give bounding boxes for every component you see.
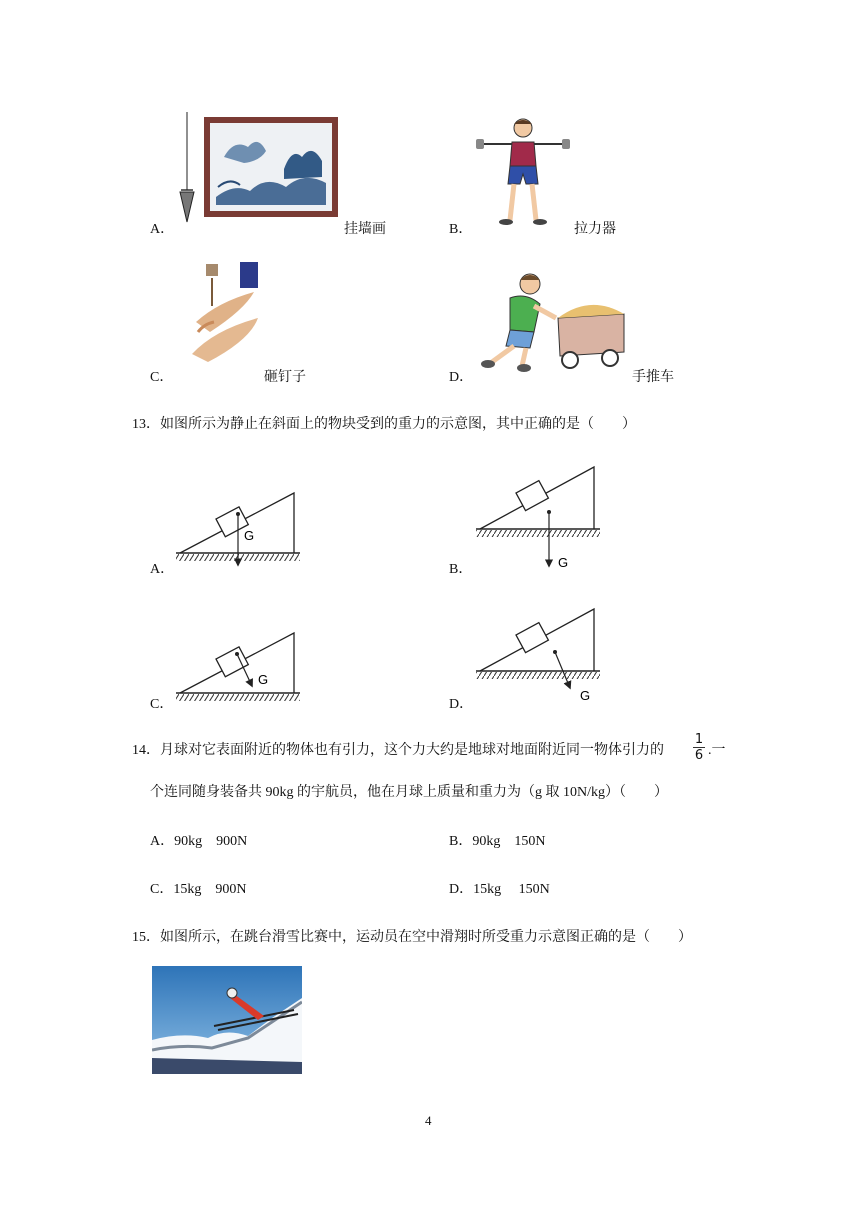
fraction-one-sixth	[693, 733, 705, 762]
hammer-nail-picture	[188, 262, 264, 366]
force-label-g: G	[558, 555, 569, 570]
plumb-bob-picture	[176, 112, 198, 228]
option-caption-hammering-nail: 砸钉子	[264, 370, 306, 385]
option-label-d: D．	[449, 370, 474, 385]
incline-diagram-d	[474, 604, 604, 708]
option-label-a: A．	[150, 222, 175, 237]
incline-diagram-b	[474, 462, 604, 574]
question-15-text: 15．如图所示，在跳台滑雪比赛中，运动员在空中滑翔时所受重力示意图正确的是（ ）	[132, 930, 692, 945]
option-d-text: D．15kg 150N	[449, 882, 550, 897]
fraction-numerator: 1	[694, 732, 704, 747]
option-label-b: B．	[449, 222, 473, 237]
fraction-denominator: 6	[694, 748, 704, 763]
option-label-d: D．	[449, 697, 474, 712]
option-label-b: B．	[449, 562, 473, 577]
incline-diagram-c	[174, 630, 304, 706]
option-c-text: C．15kg 900N	[150, 882, 247, 897]
ski-jumper-photo	[152, 966, 302, 1074]
force-label-g: G	[244, 528, 255, 543]
option-label-a: A．	[150, 562, 175, 577]
force-label-g: G	[580, 688, 591, 703]
question-14-text-line1-end: .一	[708, 743, 726, 758]
chest-expander-man-picture	[474, 114, 572, 228]
wall-painting-picture	[204, 117, 338, 217]
force-label-g: G	[258, 672, 269, 687]
question-14-text-line1: 14．月球对它表面附近的物体也有引力，这个力大约是地球对地面附近同一物体引力的	[132, 743, 664, 758]
page-number: 4	[425, 1113, 432, 1128]
option-a-text: A．90kg 900N	[150, 834, 248, 849]
boy-pushing-cart-picture	[474, 266, 630, 374]
question-14-text-line2: 个连同随身装备共 90kg 的宇航员，他在月球上质量和重力为（g 取 10N/kg）（ ）	[150, 785, 668, 800]
question-13-text: 13．如图所示为静止在斜面上的物块受到的重力的示意图，其中正确的是（ ）	[132, 417, 636, 432]
option-label-c: C．	[150, 697, 174, 712]
option-caption-chest-expander: 拉力器	[574, 222, 616, 237]
incline-diagram-a	[174, 490, 304, 570]
option-label-c: C．	[150, 370, 174, 385]
option-caption-wall-painting: 挂墙画	[344, 222, 386, 237]
option-caption-handcart: 手推车	[632, 370, 674, 385]
option-b-text: B．90kg 150N	[449, 834, 546, 849]
